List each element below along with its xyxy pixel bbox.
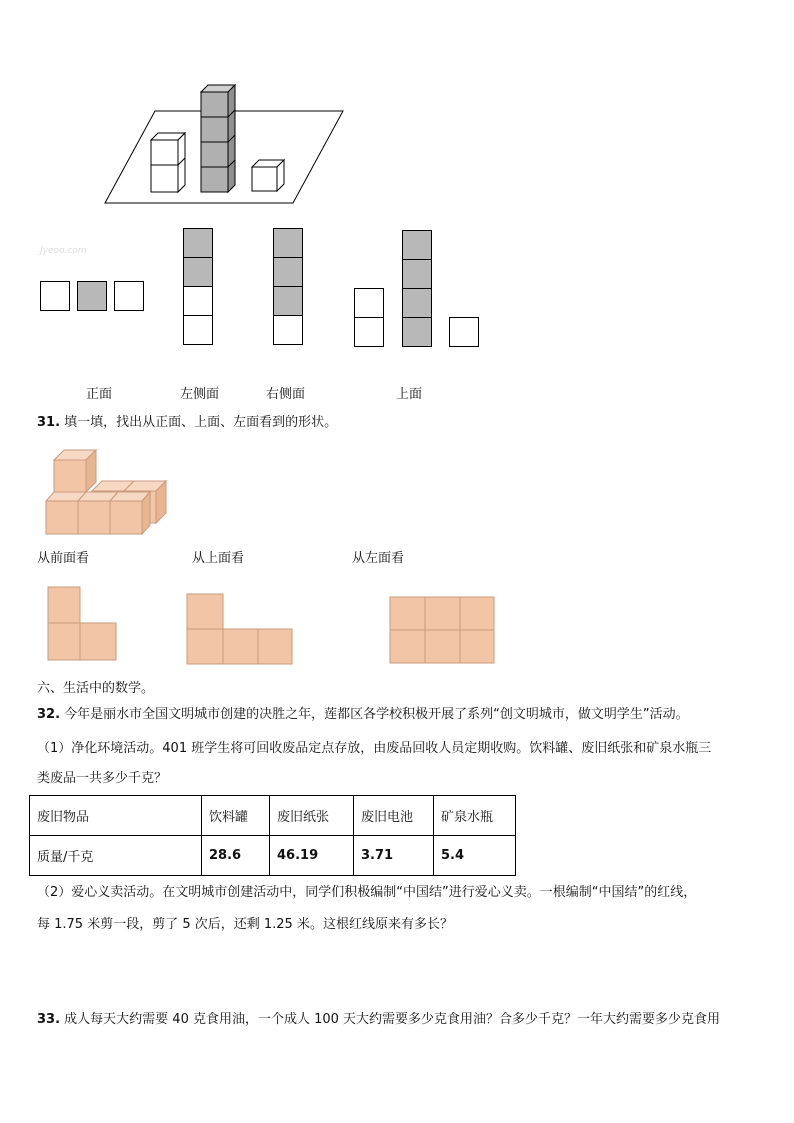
view-label-front: 正面 xyxy=(86,387,113,402)
view-label-top: 上面 xyxy=(396,387,423,402)
question-31 xyxy=(37,414,337,432)
question-text: 填一填，找出从正面、上面、左面看到的形状。 xyxy=(64,415,338,430)
front-view-shape xyxy=(47,586,119,664)
question-text: 成人每天大约需要 40 克食用油，一个成人 100 天大约需要多少克食用油？合多少千克？一年大约需要多少克食用 xyxy=(64,1012,721,1027)
cube-stack-figure xyxy=(100,80,350,210)
q32-part1-line2: 类废品一共多少千克？ xyxy=(37,771,168,786)
view-label-left: 左侧面 xyxy=(180,387,220,402)
question-33 xyxy=(37,1011,720,1029)
table-cell: 废旧电池 xyxy=(354,796,434,836)
table-row xyxy=(30,836,516,876)
table-cell: 废旧物品 xyxy=(30,796,202,836)
waste-table xyxy=(29,795,516,876)
question-intro: 今年是丽水市全国文明城市创建的决胜之年，莲都区各学校积极开展了系列“创文明城市，做文明学生”活动。 xyxy=(64,707,689,722)
section-title: 六、生活中的数学。 xyxy=(37,681,155,696)
view-label-from-front: 从前面看 xyxy=(37,551,90,566)
question-number: 33. xyxy=(37,1012,61,1027)
view-label-from-top: 从上面看 xyxy=(192,551,245,566)
table-cell: 饮料罐 xyxy=(202,796,270,836)
table-cell: 质量/千克 xyxy=(30,836,202,876)
table-cell: 3.71 xyxy=(354,836,434,876)
watermark: Jyeoo.com xyxy=(40,246,87,256)
table-cell: 5.4 xyxy=(434,836,516,876)
table-cell: 矿泉水瓶 xyxy=(434,796,516,836)
view-label-from-left: 从左面看 xyxy=(352,551,405,566)
table-row xyxy=(30,796,516,836)
question-32 xyxy=(37,706,689,724)
top-view-shape xyxy=(186,593,296,667)
question-number: 31. xyxy=(37,415,61,430)
q32-part2-line1: （2）爱心义卖活动。在文明城市创建活动中，同学们积极编制“中国结”进行爱心义卖。一根编制“中国结”的红线， xyxy=(37,885,697,900)
table-cell: 46.19 xyxy=(270,836,354,876)
table-cell: 28.6 xyxy=(202,836,270,876)
question-number: 32. xyxy=(37,707,61,722)
table-cell: 废旧纸张 xyxy=(270,796,354,836)
q32-part1-line1: （1）净化环境活动。401 班学生将可回收废品定点存放，由废品回收人员定期收购。饮料罐、废旧纸张和矿泉水瓶三 xyxy=(37,741,712,756)
q32-part2-line2: 每 1.75 米剪一段，剪了 5 次后，还剩 1.25 米。这根红线原来有多长？ xyxy=(37,917,453,932)
block-figure-3d xyxy=(42,444,174,538)
left-view-shape xyxy=(389,596,497,666)
view-label-right: 右侧面 xyxy=(266,387,306,402)
